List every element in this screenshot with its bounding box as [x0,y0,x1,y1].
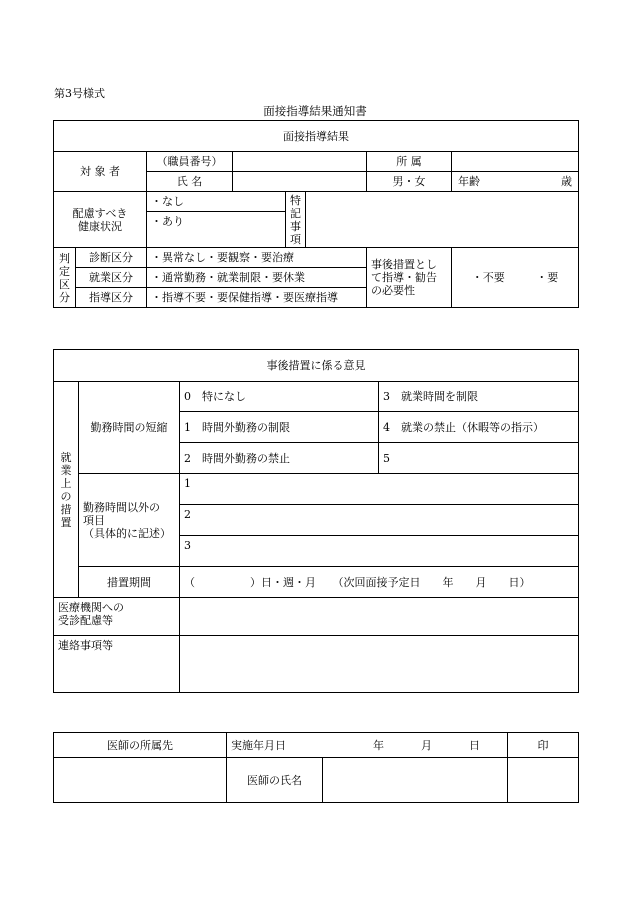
other-item-2[interactable]: 2 [180,505,579,536]
employee-no-field[interactable] [233,152,367,172]
physician-name-label: 医師の氏名 [227,758,323,803]
name-field[interactable] [233,172,367,192]
other-item-1[interactable]: 1 [180,474,579,505]
work-category-options[interactable]: ・通常勤務・就業制限・要休業 [147,268,367,288]
option-3[interactable]: 3 就業時間を制限 [379,382,579,412]
option-4[interactable]: 4 就業の禁止（休暇等の指示） [379,412,579,443]
followup-options[interactable] [452,248,579,308]
age-label: 年齢 [458,175,480,188]
physician-affiliation-field[interactable] [54,758,227,803]
employee-no-label: （職員番号） [147,152,233,172]
physician-name-field[interactable] [323,758,508,803]
other-items-label: 勤務時間以外の 項目 （具体的に記述） [79,474,180,567]
date-year: 年 [373,738,384,752]
period-field[interactable]: （ ）日・週・月 （次回面接予定日 年 月 日） [180,567,579,598]
results-heading: 面接指導結果 [54,121,579,152]
followup-yes-option[interactable]: ・要 [536,271,559,284]
guidance-category-options[interactable]: ・指導不要・要保健指導・要医療指導 [147,288,367,308]
name-label: 氏 名 [147,172,233,192]
diagnosis-label: 診断区分 [76,248,147,268]
health-none-option[interactable]: ・なし [147,192,286,212]
guidance-category-label: 指導区分 [76,288,147,308]
other-item-3[interactable]: 3 [180,536,579,567]
implementation-date-field[interactable] [227,733,508,758]
health-some-option[interactable]: ・あり [147,212,286,248]
option-5[interactable]: 5 [379,443,579,474]
followup-no-option[interactable]: ・不要 [471,271,505,284]
date-day: 日 [469,738,480,752]
medical-consideration-label: 医療機関への 受診配慮等 [54,598,180,636]
period-label: 措置期間 [79,567,180,598]
option-0[interactable]: 0 特になし [180,382,379,412]
special-notes-label: 特 記 事 項 [286,192,306,248]
judgement-label: 判 定 区 分 [54,248,76,308]
opinion-heading: 事後措置に係る意見 [54,350,579,382]
medical-consideration-field[interactable] [180,598,579,636]
date-label: 実施年月日 [231,738,286,752]
contact-notes-label: 連絡事項等 [54,636,180,693]
affiliation-field[interactable] [452,152,579,172]
option-2[interactable]: 2 時間外勤務の禁止 [180,443,379,474]
date-month: 月 [421,738,432,752]
physician-table [53,732,579,803]
special-notes-field[interactable] [306,192,579,248]
physician-affiliation-label: 医師の所属先 [54,733,227,758]
opinion-table [53,349,579,693]
subject-label: 対 象 者 [54,152,147,192]
form-number: 第3号様式 [54,87,105,100]
results-table [53,120,579,308]
sex-selector[interactable]: 男・女 [367,172,452,192]
hours-reduction-label: 勤務時間の短縮 [79,382,180,474]
affiliation-label: 所 属 [367,152,452,172]
health-status-label: 配慮すべき 健康状況 [54,192,147,248]
age-field[interactable] [452,172,579,192]
work-measures-label: 就 業 上 の 措 置 [54,382,79,598]
age-unit: 歳 [561,175,573,188]
document-title: 面接指導結果通知書 [263,104,367,118]
diagnosis-options[interactable]: ・異常なし・要観察・要治療 [147,248,367,268]
seal-field[interactable] [508,758,579,803]
option-1[interactable]: 1 時間外勤務の制限 [180,412,379,443]
contact-notes-field[interactable] [180,636,579,693]
work-category-label: 就業区分 [76,268,147,288]
seal-label: 印 [508,733,579,758]
followup-label: 事後措置とし て指導・勧告 の必要性 [367,248,452,308]
